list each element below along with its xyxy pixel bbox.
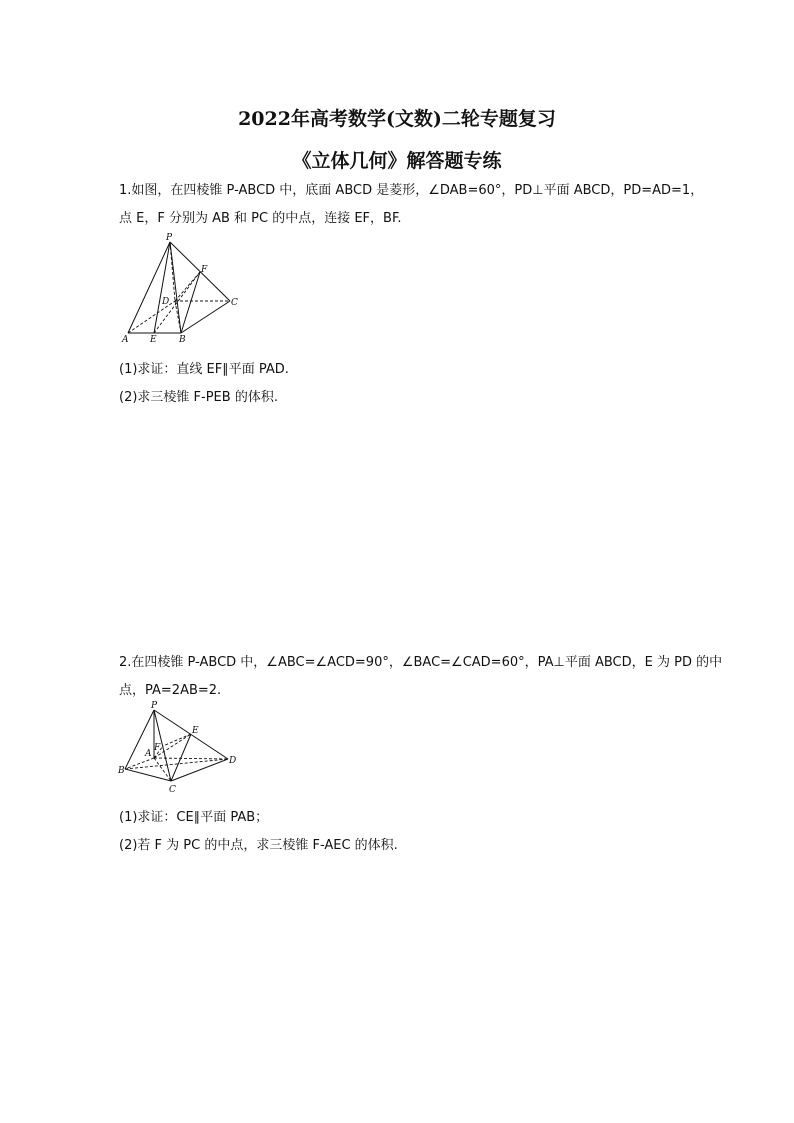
- edge-CD: [171, 759, 228, 781]
- edge-BC: [181, 301, 230, 333]
- edge-BF: [181, 272, 200, 333]
- label-E: E: [192, 726, 199, 736]
- edge-PC: [170, 242, 230, 301]
- edge-DF: [175, 272, 200, 301]
- label-A: A: [122, 335, 129, 344]
- edge-BC: [125, 769, 171, 781]
- problem-1-statement-line1: 1.如图，在四棱锥 P-ABCD 中，底面 ABCD 是菱形，∠DAB=60°，PD⊥平面 ABCD，PD=AD=1，: [119, 183, 704, 198]
- problem-2-part2: (2)若 F 为 PC 的中点，求三棱锥 F-AEC 的体积.: [119, 838, 398, 853]
- problem-1-part1: (1)求证：直线 EF∥平面 PAD.: [119, 362, 289, 377]
- label-E: E: [150, 335, 157, 344]
- problem-2-statement-line1: 2.在四棱锥 P-ABCD 中，∠ABC=∠ACD=90°，∠BAC=∠CAD=60°，PA⊥平面 ABCD，E 为 PD 的中: [119, 655, 723, 670]
- problem-2-statement-line2: 点，PA=2AB=2.: [119, 683, 222, 698]
- label-B: B: [118, 766, 125, 776]
- label-D: D: [229, 756, 237, 766]
- edge-PB: [170, 242, 181, 333]
- label-C: C: [169, 785, 176, 795]
- label-P: P: [151, 701, 158, 711]
- label-P: P: [166, 233, 173, 243]
- label-A: A: [145, 749, 152, 759]
- problem-1-part2: (2)求三棱锥 F-PEB 的体积.: [119, 390, 278, 405]
- label-F: F: [154, 743, 161, 753]
- page-subtitle: 《立体几何》解答题专练: [292, 150, 502, 172]
- edge-PE: [154, 242, 170, 333]
- page-title: 2022年高考数学(文数)二轮专题复习: [238, 108, 556, 130]
- problem-2-figure: [114, 700, 240, 796]
- problem-1-statement-line2: 点 E，F 分别为 AB 和 PC 的中点，连接 EF，BF.: [119, 211, 402, 226]
- edge-PA: [128, 242, 170, 333]
- label-B: B: [179, 335, 186, 344]
- edge-PB: [125, 710, 154, 769]
- problem-2-part1: (1)求证：CE∥平面 PAB；: [119, 810, 269, 825]
- label-F: F: [201, 265, 208, 275]
- label-C: C: [231, 298, 238, 308]
- edge-AD: [154, 758, 228, 759]
- problem-1-figure: [118, 232, 248, 344]
- label-D: D: [162, 297, 170, 307]
